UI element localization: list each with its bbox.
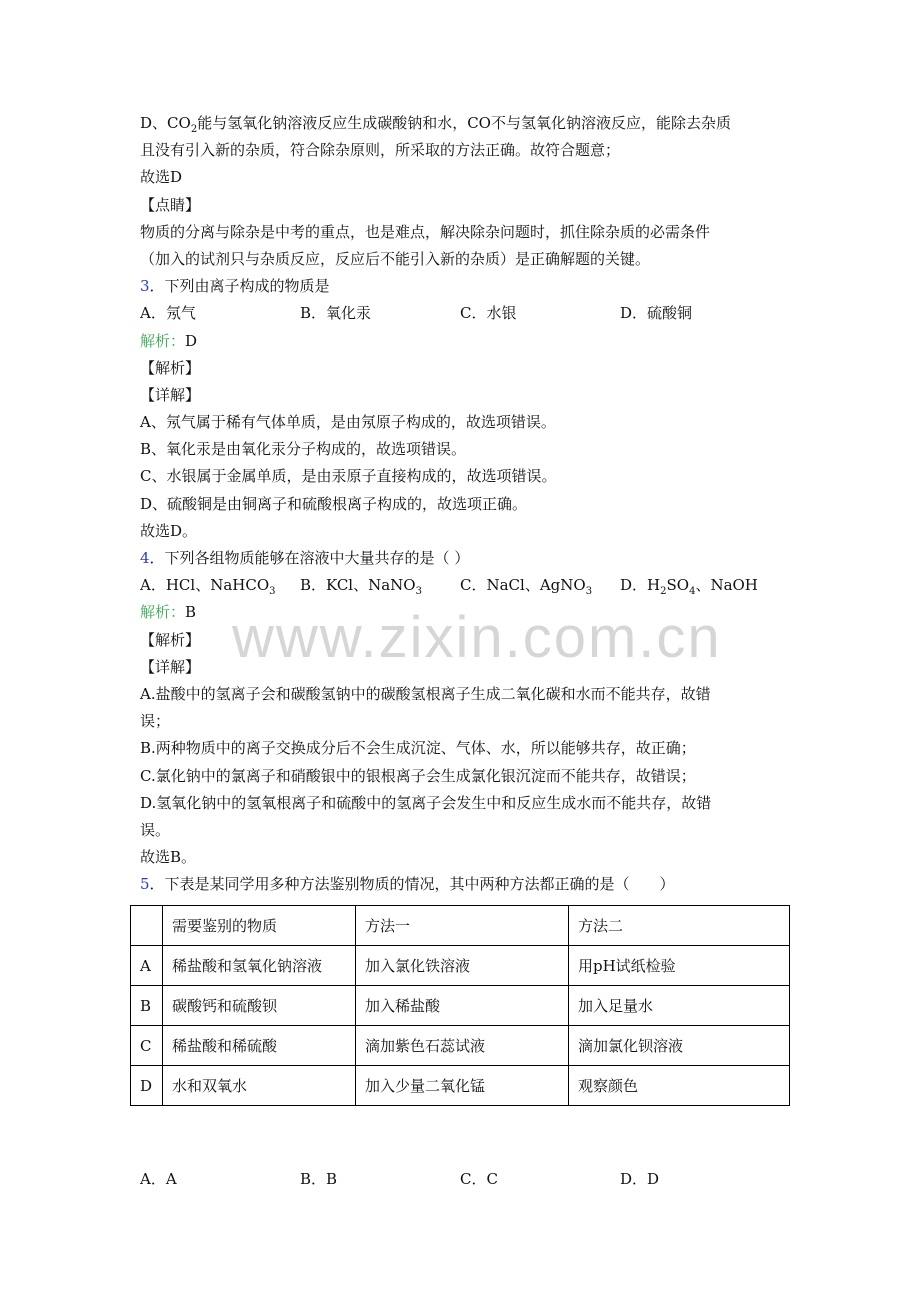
question-3: 3．下列由离子构成的物质是: [140, 277, 330, 296]
option-a: A．氖气: [140, 304, 196, 323]
section-label: 【详解】: [140, 385, 201, 404]
section-label: 【详解】: [140, 657, 201, 676]
detail-line: D.氢氧化钠中的氢氧根离子和硫酸中的氢离子会发生中和反应生成水而不能共存，故错: [140, 793, 712, 812]
table-row: [131, 1066, 790, 1106]
option-d: D．D: [620, 1170, 660, 1188]
detail-line: C、水银属于金属单质，是由汞原子直接构成的，故选项错误。: [140, 467, 557, 486]
detail-line: 误。: [140, 820, 171, 839]
document-body: [140, 110, 790, 898]
table-cell: 加入少量二氧化锰: [356, 1066, 569, 1106]
question-4-options: [140, 572, 790, 599]
option-d: D．$H_2SO_4$、NaOH: [620, 576, 758, 598]
option-a: A．A: [140, 1170, 177, 1188]
answer-line: 解析：B: [140, 603, 197, 622]
option-b: B．氧化汞: [300, 304, 372, 323]
question-number: 5: [140, 875, 150, 894]
table-cell: 方法一: [356, 906, 569, 946]
table-row: [131, 946, 790, 986]
table-cell: 水和双氧水: [163, 1066, 356, 1106]
option-c: C．NaCl、AgNO$_3$: [460, 576, 593, 598]
text-line: 物质的分离与除杂是中考的重点，也是难点，解决除杂问题时，抓住除杂质的必需条件: [140, 222, 711, 241]
detail-line: 误；: [140, 712, 171, 731]
table-cell: C: [131, 1026, 163, 1066]
question-number: 4: [140, 549, 150, 567]
text-line: 故选D: [140, 168, 183, 187]
section-label: 【解析】: [140, 358, 201, 377]
option-d: D．硫酸铜: [620, 304, 693, 323]
table-cell: B: [131, 986, 163, 1026]
table-cell: [131, 906, 163, 946]
table-cell: 需要鉴别的物质: [163, 906, 356, 946]
detail-line: D、硫酸铜是由铜离子和硫酸根离子构成的，故选项正确。: [140, 494, 528, 513]
table-cell: 碳酸钙和硫酸钡: [163, 986, 356, 1026]
text-line: （加入的试剂只与杂质反应，反应后不能引入新的杂质）是正确解题的关键。: [140, 249, 651, 268]
watermark: www.zixin.com.cn: [232, 605, 722, 670]
table-cell: 方法二: [569, 906, 790, 946]
question-3-options: [140, 300, 790, 327]
question-5-options: [140, 1166, 790, 1193]
option-c: C．水银: [460, 304, 517, 323]
question-5: 5．下表是某同学用多种方法鉴别物质的情况，其中两种方法都正确的是（ ）: [140, 875, 675, 894]
answer-line: 解析：D: [140, 331, 198, 350]
question-4: 4．下列各组物质能够在溶液中大量共存的是（ ）: [140, 549, 470, 567]
conclusion-line: 故选B。: [140, 848, 197, 867]
table-cell: 观察颜色: [569, 1066, 790, 1106]
table-cell: 加入稀盐酸: [356, 986, 569, 1026]
section-label: 【点睛】: [140, 195, 201, 214]
table-cell: D: [131, 1066, 163, 1106]
table-cell: A: [131, 946, 163, 986]
table-row: [131, 986, 790, 1026]
table-cell: 滴加氯化钡溶液: [569, 1026, 790, 1066]
option-b: B．B: [300, 1170, 338, 1188]
detail-line: A.盐酸中的氢离子会和碳酸氢钠中的碳酸氢根离子生成二氧化碳和水而不能共存，故错: [140, 684, 711, 703]
identification-table: [130, 905, 790, 1106]
text-line: 且没有引入新的杂质，符合除杂原则，所采取的方法正确。故符合题意；: [140, 141, 621, 160]
option-c: C．C: [460, 1170, 498, 1188]
option-b: B．KCl、NaNO$_3$: [300, 576, 422, 598]
detail-line: C.氯化钠中的氯离子和硝酸银中的银根离子会生成氯化银沉淀而不能共存，故错误；: [140, 766, 696, 785]
table-header-row: [131, 906, 790, 946]
section-label: 【解析】: [140, 630, 201, 649]
table-cell: 滴加紫色石蕊试液: [356, 1026, 569, 1066]
table-cell: 稀盐酸和稀硫酸: [163, 1026, 356, 1066]
table-row: [131, 1026, 790, 1066]
detail-line: B、氧化汞是由氧化汞分子构成的，故选项错误。: [140, 440, 467, 459]
detail-line: B.两种物质中的离子交换成分后不会生成沉淀、气体、水，所以能够共存，故正确；: [140, 739, 696, 758]
conclusion-line: 故选D。: [140, 521, 198, 540]
table-cell: 加入氯化铁溶液: [356, 946, 569, 986]
table-cell: 稀盐酸和氢氧化钠溶液: [163, 946, 356, 986]
table-cell: 用pH试纸检验: [569, 946, 790, 986]
table-cell: 加入足量水: [569, 986, 790, 1026]
option-a: A．HCl、NaHCO$_3$: [140, 576, 276, 598]
detail-line: A、氖气属于稀有气体单质，是由氖原子构成的，故选项错误。: [140, 413, 556, 432]
question-number: 3: [140, 277, 150, 296]
text-line: D、$CO_2$能与氢氧化钠溶液反应生成碳酸钠和水，CO不与氢氧化钠溶液反应，能除去杂质: [140, 114, 731, 135]
